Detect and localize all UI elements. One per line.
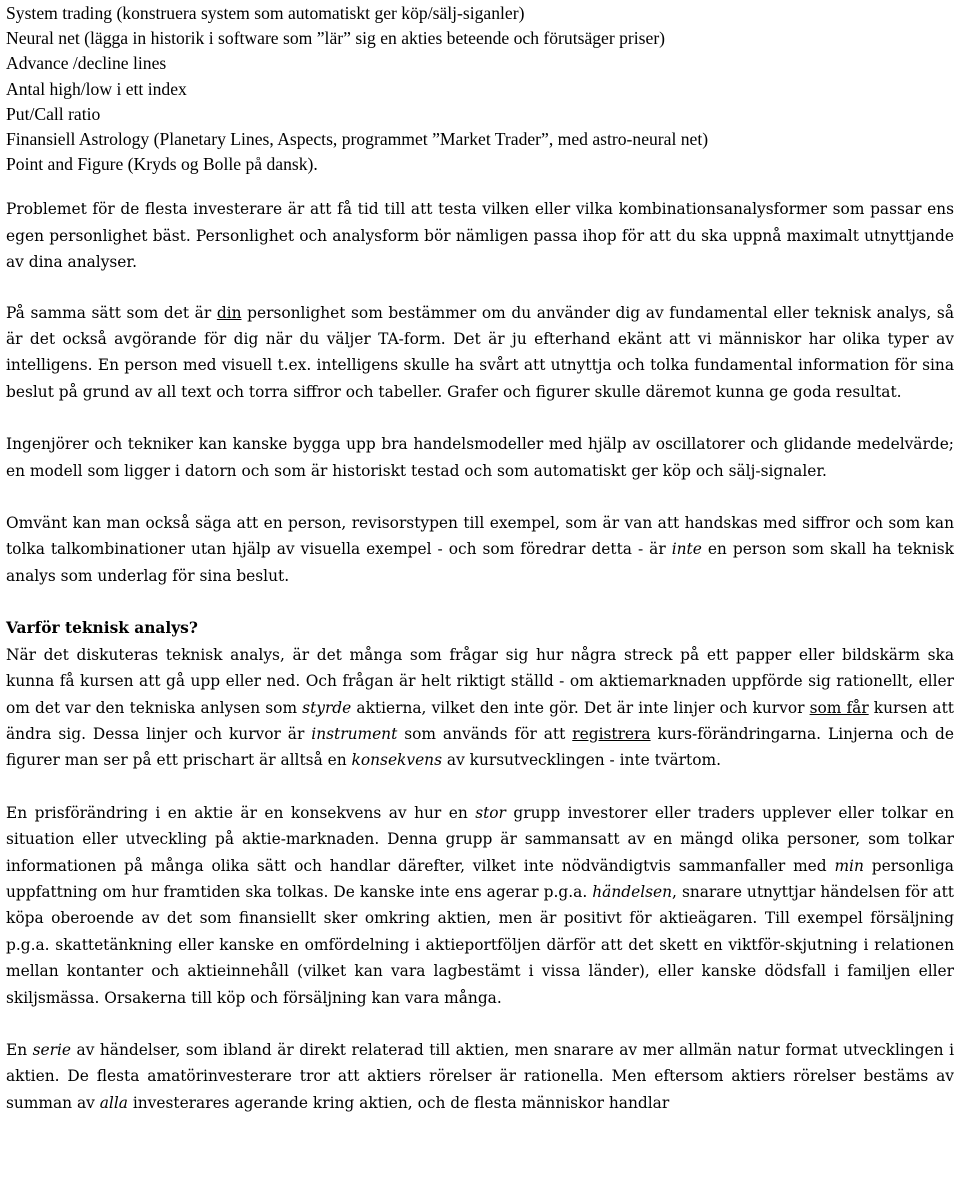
paragraph-why-ta bbox=[6, 642, 954, 774]
text-segment: personlighet som bestämmer om du använder dig av fundamental eller teknisk analys, så är det också avgörande för dig när du väljer TA-form. Det är ju efterhand ekänt att vi människor har olika typer av intelligens. En person med visuell t.ex. intelligens skulle ha svårt att utnyttja och tolka fundamental information för sina beslut på grund av all text och torra siffror och tabeller. Grafer och figurer skulle däremot kunna ge goda resultat. bbox=[6, 303, 954, 401]
list-item-advance-decline: Advance /decline lines bbox=[6, 53, 167, 74]
text-segment: av händelser, som ibland är direkt relaterad till aktien, men snarare av mer allmän natur format utvecklingen i aktien. De flesta amatörinvesterare tror att aktiers rörelser är rationella. Men eftersom aktiers rörelser bestäms av summan av bbox=[6, 1040, 954, 1112]
paragraph-series bbox=[6, 1037, 954, 1116]
paragraph-problem: Problemet för de flesta investerare är att få tid till att testa vilken eller vilka kombinationsanalysformer som passar ens egen personlighet bäst. Personlighet och analysform bör nämligen passa ihop för att du ska uppnå maximalt utnyttjande av dina analyser. bbox=[6, 200, 954, 272]
text-segment: När det diskuteras teknisk analys, är det många som frågar sig hur några streck på ett papper eller bildskärm ska kunna få kursen att gå upp eller ned. Och frågan är helt riktigt ställd - om aktiemarknaden uppförde sig rationellt, eller om det var den tekniska anlysen som bbox=[6, 645, 954, 717]
text-segment: personliga uppfattning om hur framtiden ska tolkas. De kanske inte ens agerar p.g.a. bbox=[6, 856, 954, 901]
underlined-text: som får bbox=[809, 698, 869, 717]
text-segment: En bbox=[6, 1040, 33, 1059]
list-item-put-call: Put/Call ratio bbox=[6, 103, 101, 124]
paragraph-engineers: Ingenjörer och tekniker kan kanske bygga upp bra handelsmodeller med hjälp av oscillatorer och glidande medelvärde; en modell som ligger i datorn och som är historiskt testad och som automatiskt ger köp och sälj-signaler. bbox=[6, 435, 954, 480]
list-item-system-trading: System trading (konstruera system som automatiskt ger köp/sälj-siganler) bbox=[6, 3, 525, 23]
italic-text: alla bbox=[99, 1093, 128, 1112]
text-segment: kursen att ändra sig. Dessa linjer och kurvor är bbox=[6, 698, 954, 743]
list-item-astrology: Finansiell Astrology (Planetary Lines, Aspects, programmet ”Market Trader”, med astro-neural net) bbox=[6, 129, 709, 150]
italic-text: inte bbox=[671, 540, 702, 559]
italic-text: styrde bbox=[302, 698, 352, 717]
italic-text: instrument bbox=[311, 724, 398, 743]
underlined-text: din bbox=[216, 303, 242, 322]
paragraph-personality bbox=[6, 300, 954, 406]
text-segment: Omvänt kan man också säga att en person, revisorstypen till exempel, som är van att handskas med siffror och som kan tolka talkombinationer utan hjälp av visuella exempel - och som föredrar detta - är bbox=[6, 514, 954, 559]
list-item-neural-net: Neural net (lägga in historik i software som ”lär” sig en akties beteende och förutsäger priser) bbox=[6, 28, 666, 49]
text-segment: av kursutvecklingen - inte tvärtom. bbox=[442, 751, 721, 770]
italic-text: min bbox=[834, 856, 864, 875]
text-segment: aktierna, vilket den inte gör. Det är inte linjer och kurvor bbox=[351, 698, 810, 717]
text-segment: , snarare utnyttjar händelsen för att köpa oberoende av det som finansiellt sker omkring aktien, men är positivt för aktieägaren. Till exempel försäljning p.g.a. skattetänkning eller kanske en omfördelning i aktieportföljen därför att det skett en viktför-skjutning i relationen mellan kontanter och aktieinnehåll (vilket kan vara lagbestämt i vissa länder), eller kanske dödsfall i familjen eller skiljsmässa. Orsakerna till köp och försäljning kan vara många. bbox=[6, 882, 954, 1007]
underlined-text: registrera bbox=[572, 724, 651, 743]
text-segment: som används för att bbox=[397, 724, 573, 743]
text-segment: På samma sätt som det är bbox=[6, 303, 217, 322]
italic-text: serie bbox=[32, 1040, 72, 1059]
section-heading: Varför teknisk analys? bbox=[6, 619, 198, 638]
italic-text: konsekvens bbox=[351, 751, 442, 770]
method-list bbox=[6, 0, 954, 177]
list-item-point-figure: Point and Figure (Kryds og Bolle på dansk). bbox=[6, 154, 318, 175]
text-segment: grupp investorer eller traders upplever eller tolkar en situation eller utveckling på aktie-marknaden. Denna grupp är sammansatt av en mängd olika personer, som tolkar informationen på många olika sätt och handlar därefter, vilket inte nödvändigtvis sammanfaller med bbox=[6, 803, 955, 875]
italic-text: stor bbox=[475, 803, 506, 822]
paragraph-conversely bbox=[6, 510, 954, 589]
text-segment: en person som skall ha teknisk analys som underlag för sina beslut. bbox=[6, 540, 954, 585]
text-segment: kurs-förändringarna. Linjerna och de figurer man ser på ett prischart är alltså en bbox=[6, 724, 954, 770]
text-segment: investerares agerande kring aktien, och de flesta människor handlar bbox=[127, 1093, 670, 1112]
text-segment: En prisförändring i en aktie är en konsekvens av hur en bbox=[6, 803, 476, 822]
paragraph-price-change bbox=[6, 800, 954, 1011]
italic-text: händelsen bbox=[592, 882, 673, 901]
list-item-high-low: Antal high/low i ett index bbox=[6, 78, 187, 99]
